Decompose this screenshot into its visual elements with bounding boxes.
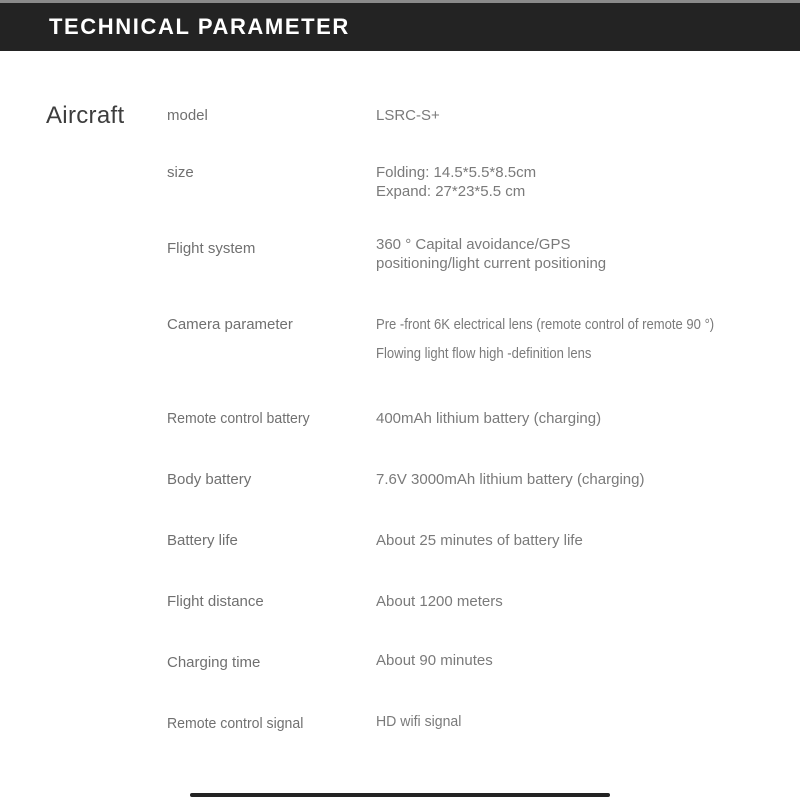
page-title: TECHNICAL PARAMETER [49,14,350,39]
spec-label: Body battery [167,471,252,488]
spec-value: About 90 minutes [376,652,493,669]
spec-value: About 1200 meters [376,593,503,610]
spec-value: 7.6V 3000mAh lithium battery (charging) [376,471,645,488]
section-title-aircraft: Aircraft [46,102,125,129]
spec-label: Remote control signal [167,715,304,732]
spec-label: Charging time [167,654,261,671]
spec-label: Remote control battery [167,410,310,427]
spec-row-model [167,106,440,125]
spec-value: 400mAh lithium battery (charging) [376,410,602,427]
spec-row-remote-control-battery [167,409,601,428]
spec-label: Camera parameter [167,316,293,333]
spec-row-flight-system [167,235,606,273]
bottom-divider-bar [190,793,610,797]
spec-value: About 25 minutes of battery life [376,532,583,549]
spec-label: size [167,164,194,181]
spec-value: Flowing light flow high -definition lens [376,345,592,362]
spec-value: 360 ° Capital avoidance/GPS [376,236,571,253]
spec-row-flight-distance [167,592,503,611]
spec-row-remote-control-signal [167,714,467,733]
spec-value: Expand: 27*23*5.5 cm [376,183,526,200]
spec-value: Folding: 14.5*5.5*8.5cm [376,164,537,181]
spec-value: LSRC-S+ [376,107,440,124]
spec-row-camera-parameter [167,315,765,373]
spec-value: Pre -front 6K electrical lens (remote control of remote 90 °) [376,316,715,333]
spec-label: model [167,107,208,124]
spec-label: Flight distance [167,593,264,610]
spec-label: Flight system [167,240,256,257]
spec-row-battery-life [167,531,583,550]
spec-value: positioning/light current positioning [376,255,607,272]
spec-row-size [167,163,536,201]
spec-row-charging-time [167,653,493,672]
header-bar [0,3,800,51]
spec-row-body-battery [167,470,644,489]
spec-label: Battery life [167,532,238,549]
spec-value: HD wifi signal [376,713,462,730]
